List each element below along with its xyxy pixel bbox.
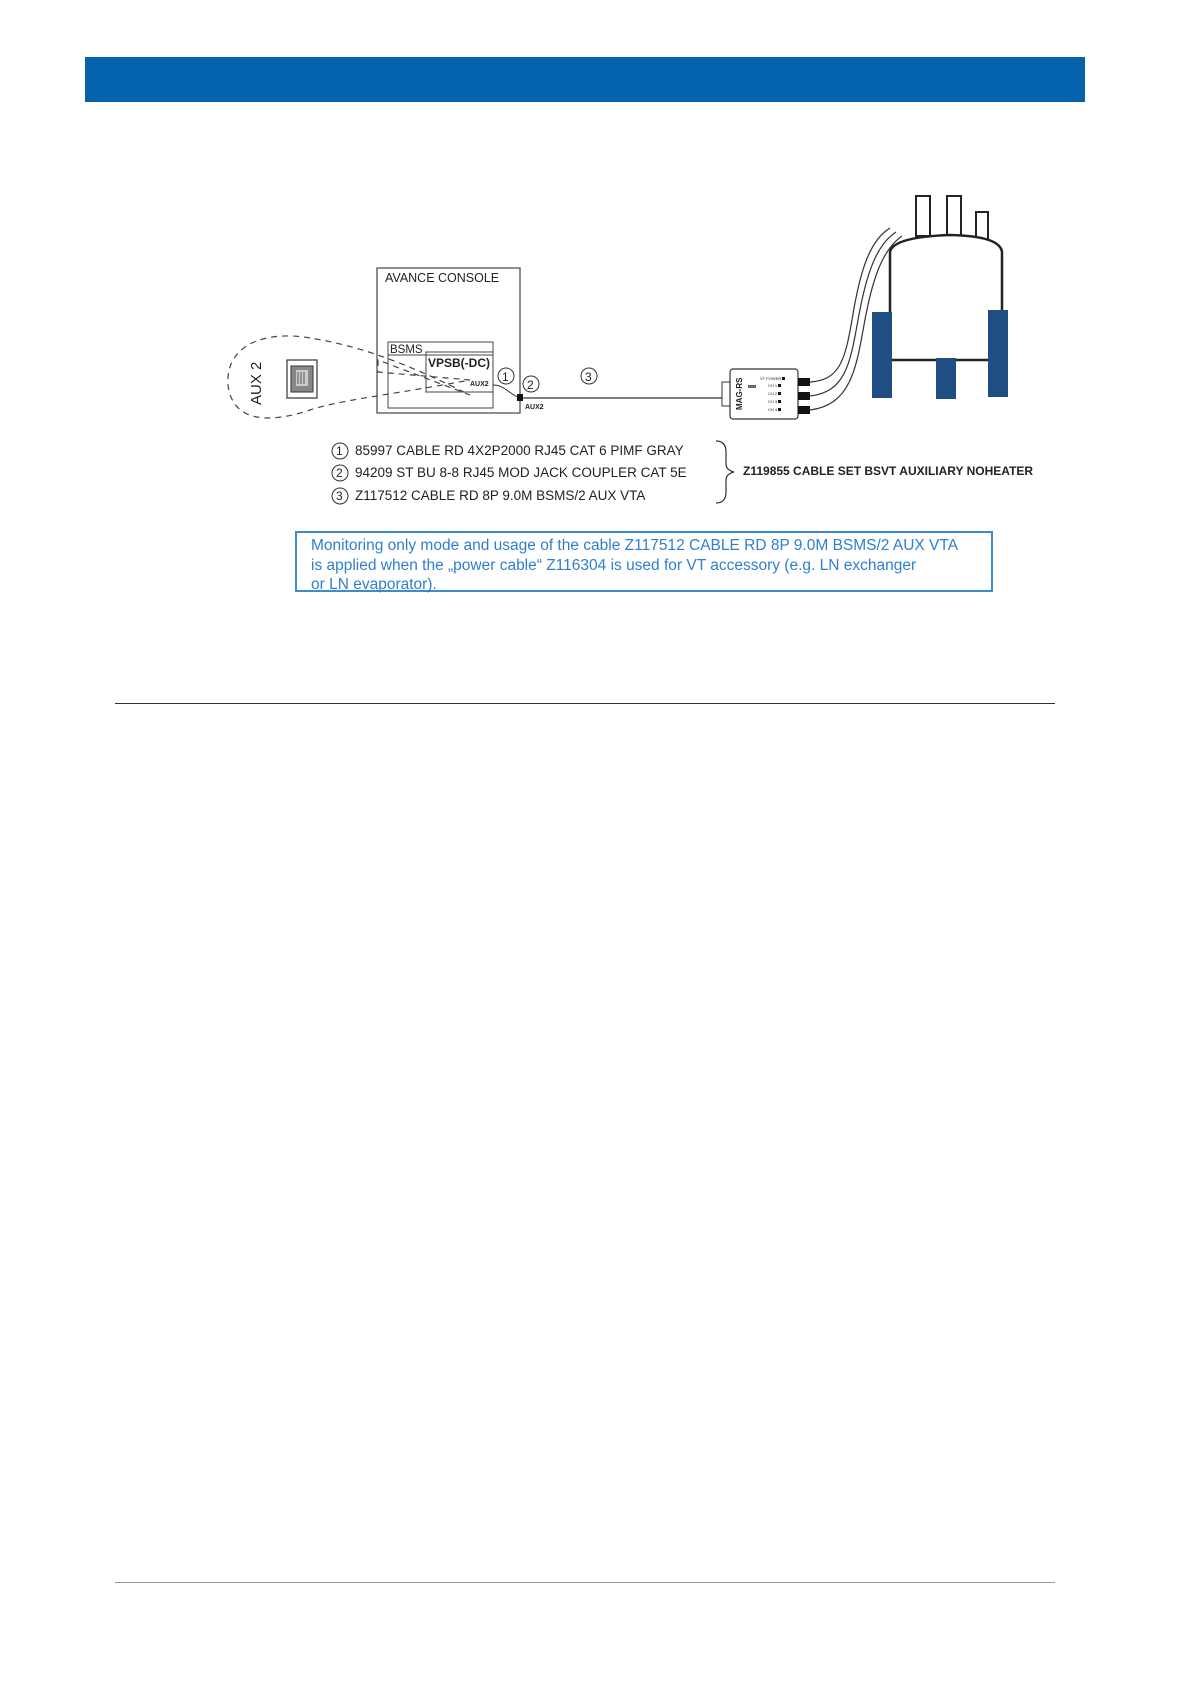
callout-1: [498, 368, 514, 384]
vpsb-label: VPSB(-DC): [428, 356, 490, 370]
footer-divider: [115, 1582, 1055, 1583]
part-item-3: [332, 488, 645, 504]
mag-rs-indicator-vt-power: VT POWER: [760, 376, 782, 381]
avance-console-label: AVANCE CONSOLE: [385, 271, 500, 285]
bsms-label: BSMS: [390, 344, 423, 356]
mag-rs-indicator-ch3: CH 3: [768, 399, 778, 404]
callout-2: [523, 376, 539, 392]
svg-text:3: 3: [336, 489, 343, 503]
svg-text:Z117512 CABLE RD 8P 9.0M BSMS/: Z117512 CABLE RD 8P 9.0M BSMS/2 AUX VTA: [355, 488, 646, 503]
part-item-1: [332, 443, 684, 459]
note-line-3: or LN evaporator).: [311, 576, 437, 593]
mag-rs-unit: [722, 369, 810, 419]
note-box: [295, 531, 993, 592]
cable-set-label: Z119855 CABLE SET BSVT AUXILIARY NOHEATER: [743, 464, 1034, 478]
svg-text:2: 2: [527, 378, 534, 392]
part-item-2: [332, 465, 687, 481]
section-divider: [115, 703, 1055, 704]
mag-rs-indicator-ch4: CH 4: [768, 407, 778, 412]
svg-text:94209 ST BU 8-8 RJ45 MOD JACK: 94209 ST BU 8-8 RJ45 MOD JACK COUPLER CAT 5E: [355, 465, 687, 480]
aux2-connector: [517, 394, 523, 401]
magnet-illustration: [872, 196, 1008, 399]
svg-text:1: 1: [336, 444, 343, 458]
aux2-small-label: AUX2: [470, 381, 489, 388]
cable-diagram: [0, 0, 1191, 700]
rj45-jack-icon: [287, 360, 317, 398]
mag-rs-indicator-ch1: CH 1: [768, 383, 778, 388]
parts-list: [332, 441, 1033, 504]
callout-3: [581, 368, 597, 384]
svg-text:85997 CABLE RD 4X2P2000 RJ45 C: 85997 CABLE RD 4X2P2000 RJ45 CAT 6 PIMF GRAY: [355, 443, 684, 458]
svg-text:2: 2: [336, 466, 343, 480]
note-line-1: Monitoring only mode and usage of the cable Z117512 CABLE RD 8P 9.0M BSMS/2 AUX VTA: [311, 537, 959, 554]
avance-console-box: [377, 268, 520, 413]
parts-brace: [716, 441, 734, 503]
svg-text:3: 3: [585, 370, 592, 384]
aux2-connector-label: AUX2: [525, 404, 544, 411]
mag-rs-label: MAG-RS: [735, 377, 744, 410]
mag-rs-indicator-ch2: CH 2: [768, 391, 778, 396]
aux2-callout-label: AUX 2: [248, 361, 265, 405]
svg-text:1: 1: [502, 370, 509, 384]
note-line-2: is applied when the „power cable“ Z116304 is used for VT accessory (e.g. LN exchanger: [311, 556, 917, 574]
